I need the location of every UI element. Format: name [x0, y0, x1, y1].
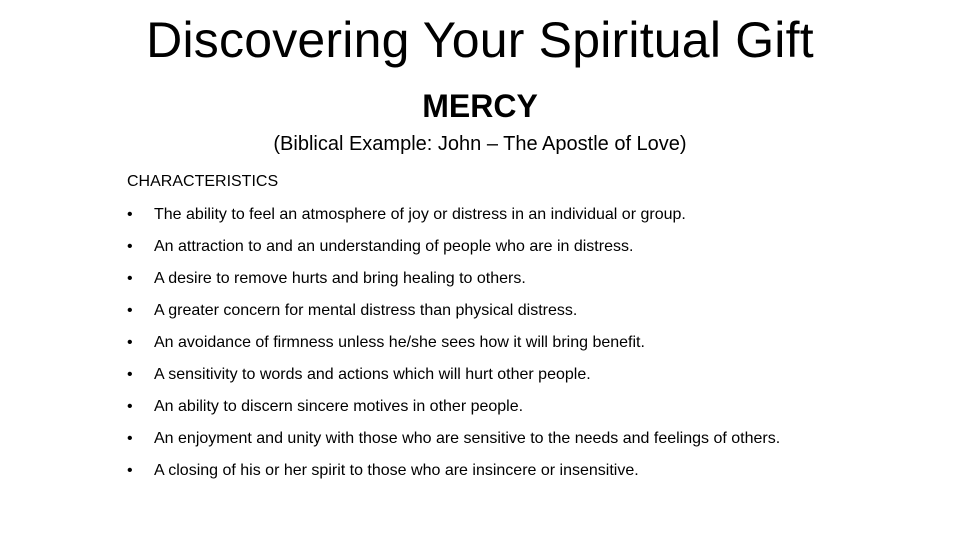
bullet-icon: •	[127, 462, 133, 479]
bullet-icon: •	[127, 302, 133, 319]
bullet-icon: •	[127, 238, 133, 255]
characteristic-text: A sensitivity to words and actions which will hurt other people.	[154, 366, 591, 383]
bullet-icon: •	[127, 366, 133, 383]
gift-name: MERCY	[422, 88, 538, 124]
characteristics-heading: CHARACTERISTICS	[127, 173, 279, 190]
characteristic-text: A desire to remove hurts and bring healing to others.	[154, 270, 526, 287]
list-item	[127, 458, 827, 483]
characteristic-text: The ability to feel an atmosphere of joy or distress in an individual or group.	[154, 206, 686, 223]
bullet-icon: •	[127, 334, 133, 351]
characteristics-list	[127, 202, 827, 490]
bullet-icon: •	[127, 206, 133, 223]
characteristic-text: An avoidance of firmness unless he/she sees how it will bring benefit.	[154, 334, 645, 351]
slide-title: Discovering Your Spiritual Gift	[146, 12, 814, 68]
characteristic-text: An enjoyment and unity with those who are sensitive to the needs and feelings of others.	[154, 430, 781, 447]
list-item	[127, 362, 827, 387]
bullet-icon: •	[127, 398, 133, 415]
biblical-example: (Biblical Example: John – The Apostle of Love)	[273, 133, 687, 155]
characteristic-text: A closing of his or her spirit to those who are insincere or insensitive.	[154, 462, 639, 479]
characteristic-text: An attraction to and an understanding of people who are in distress.	[154, 238, 634, 255]
characteristic-text: An ability to discern sincere motives in other people.	[154, 398, 524, 415]
list-item	[127, 234, 827, 259]
list-item	[127, 330, 827, 355]
list-item	[127, 266, 827, 291]
list-item	[127, 202, 827, 227]
list-item	[127, 426, 827, 451]
characteristic-text: A greater concern for mental distress than physical distress.	[154, 302, 578, 319]
bullet-icon: •	[127, 430, 133, 447]
bullet-icon: •	[127, 270, 133, 287]
list-item	[127, 298, 827, 323]
list-item	[127, 394, 827, 419]
